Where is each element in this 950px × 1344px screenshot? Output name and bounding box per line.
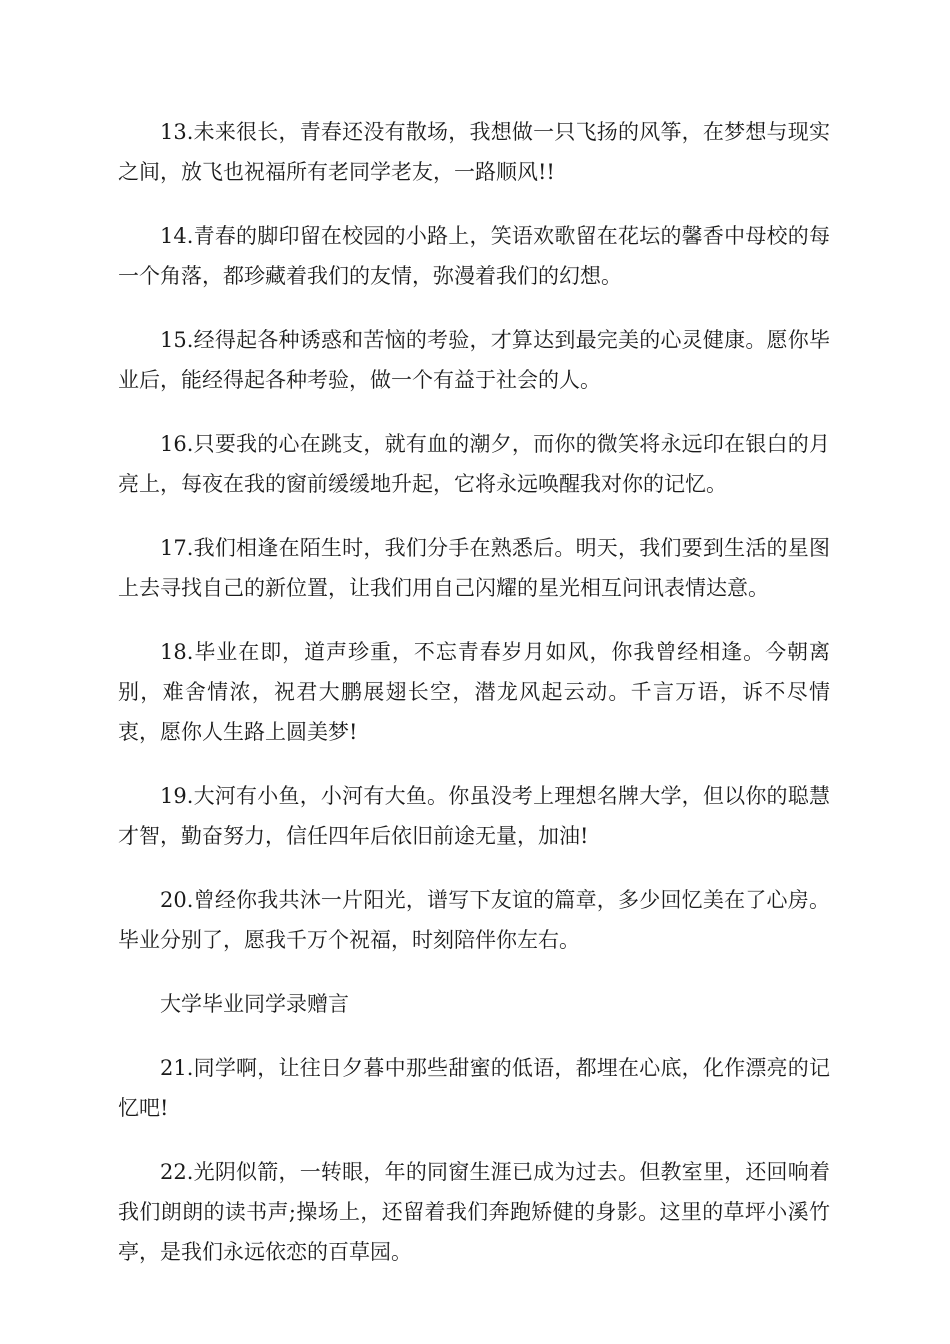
paragraph-15: 15.经得起各种诱惑和苦恼的考验，才算达到最完美的心灵健康。愿你毕业后，能经得起各种考验，做一个有益于社会的人。 xyxy=(118,328,830,392)
paragraph-16: 16.只要我的心在跳支，就有血的潮夕，而你的微笑将永远印在银白的月亮上，每夜在我的窗前缓缓地升起，它将永远唤醒我对你的记忆。 xyxy=(118,432,830,496)
paragraph-19: 19.大河有小鱼，小河有大鱼。你虽没考上理想名牌大学，但以你的聪慧才智，勤奋努力，信任四年后依旧前途无量，加油! xyxy=(118,784,830,848)
section-heading: 大学毕业同学录赠言 xyxy=(160,992,349,1016)
paragraph-14: 14.青春的脚印留在校园的小路上，笑语欢歌留在花坛的馨香中母校的每一个角落，都珍藏着我们的友情，弥漫着我们的幻想。 xyxy=(118,224,830,288)
document-body xyxy=(118,112,830,1296)
paragraph-17: 17.我们相逢在陌生时，我们分手在熟悉后。明天，我们要到生活的星图上去寻找自己的新位置，让我们用自己闪耀的星光相互问讯表情达意。 xyxy=(118,536,830,600)
paragraph-21: 21.同学啊，让往日夕暮中那些甜蜜的低语，都埋在心底，化作漂亮的记忆吧! xyxy=(118,1056,830,1120)
paragraph-22: 22.光阴似箭，一转眼，年的同窗生涯已成为过去。但教室里，还回响着我们朗朗的读书声;操场上，还留着我们奔跑矫健的身影。这里的草坪小溪竹亭，是我们永远依恋的百草园。 xyxy=(118,1160,830,1264)
paragraph-20: 20.曾经你我共沐一片阳光，谱写下友谊的篇章，多少回忆美在了心房。毕业分别了，愿我千万个祝福，时刻陪伴你左右。 xyxy=(118,888,830,952)
paragraph-18: 18.毕业在即，道声珍重，不忘青春岁月如风，你我曾经相逢。今朝离别，难舍情浓，祝君大鹏展翅长空，潜龙风起云动。千言万语，诉不尽情衷，愿你人生路上圆美梦! xyxy=(118,640,830,744)
paragraph-13: 13.未来很长，青春还没有散场，我想做一只飞扬的风筝，在梦想与现实之间，放飞也祝福所有老同学老友，一路顺风!! xyxy=(118,120,830,184)
